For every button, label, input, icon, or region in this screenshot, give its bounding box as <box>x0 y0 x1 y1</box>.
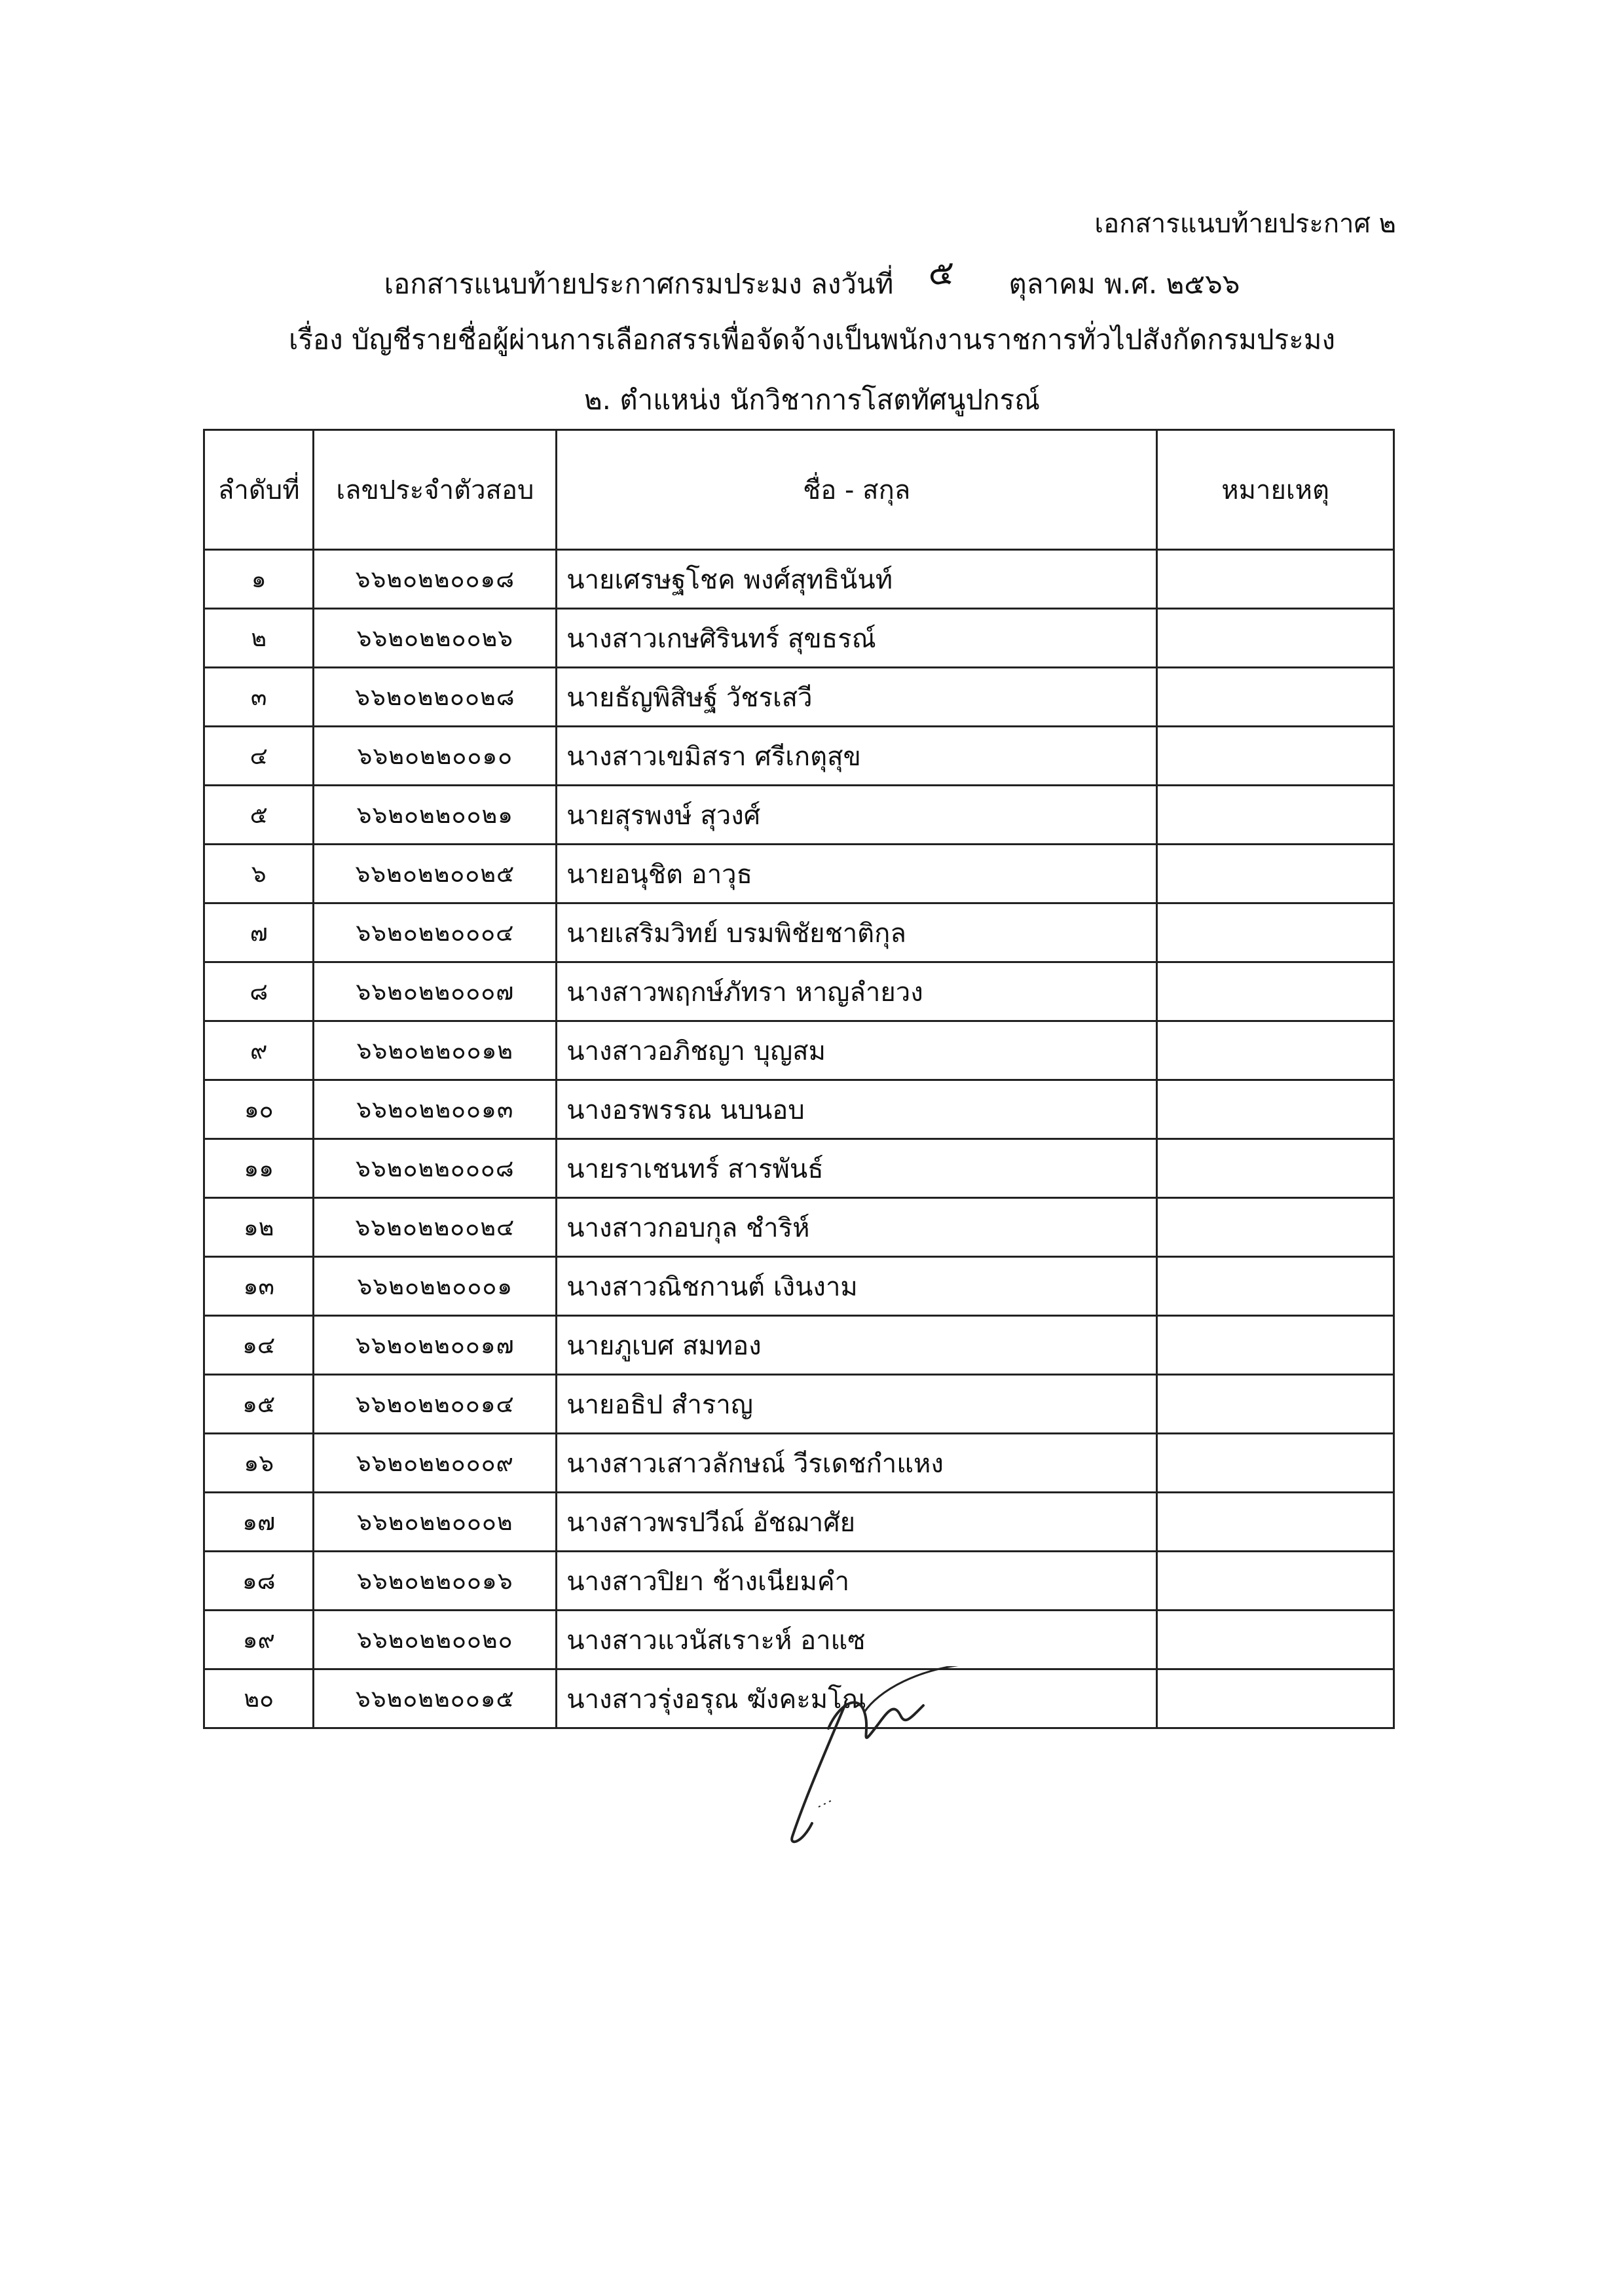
candidate-name: นางสาวอภิชญา บุญสม <box>557 1022 1158 1079</box>
announcement-month-year: ตุลาคม พ.ศ. ๒๕๖๖ <box>1008 268 1240 300</box>
column-header-no: ลำดับที่ <box>205 431 314 549</box>
row-number: ๒ <box>205 610 314 666</box>
exam-id: ๖๖๒๐๒๒๐๐๑๖ <box>314 1552 557 1609</box>
remark <box>1158 1670 1393 1727</box>
row-number: ๓ <box>205 668 314 725</box>
table-row <box>203 1199 1395 1258</box>
row-number: ๗ <box>205 904 314 961</box>
exam-id: ๖๖๒๐๒๒๐๐๒๘ <box>314 668 557 725</box>
row-number: ๑๓ <box>205 1258 314 1315</box>
row-number: ๑ <box>205 551 314 608</box>
table-row <box>203 1493 1395 1552</box>
remark <box>1158 1611 1393 1668</box>
candidate-name: นายเศรษฐโชค พงศ์สุทธินันท์ <box>557 551 1158 608</box>
candidate-name: นางสาวแวนัสเราะห์ อาแซ <box>557 1611 1158 1668</box>
candidate-table <box>203 429 1395 1729</box>
table-row <box>203 1611 1395 1670</box>
candidate-name: นางสาวกอบกุล ชำริห์ <box>557 1199 1158 1256</box>
exam-id: ๖๖๒๐๒๒๐๐๒๑ <box>314 786 557 843</box>
remark <box>1158 1081 1393 1138</box>
remark <box>1158 610 1393 666</box>
row-number: ๑๖ <box>205 1434 314 1491</box>
table-row <box>203 1376 1395 1434</box>
row-number: ๘ <box>205 963 314 1020</box>
exam-id: ๖๖๒๐๒๒๐๐๑๔ <box>314 1376 557 1432</box>
row-number: ๑๗ <box>205 1493 314 1550</box>
candidate-name: นายอธิป สำราญ <box>557 1376 1158 1432</box>
table-row <box>203 1022 1395 1081</box>
exam-id: ๖๖๒๐๒๒๐๐๐๔ <box>314 904 557 961</box>
remark <box>1158 1376 1393 1432</box>
candidate-name: นายเสริมวิทย์ บรมพิชัยชาติกุล <box>557 904 1158 961</box>
exam-id: ๖๖๒๐๒๒๐๐๑๕ <box>314 1670 557 1727</box>
announcement-prefix: เอกสารแนบท้ายประกาศกรมประมง ลงวันที่ <box>384 268 894 300</box>
exam-id: ๖๖๒๐๒๒๐๐๒๔ <box>314 1199 557 1256</box>
exam-id: ๖๖๒๐๒๒๐๐๑๗ <box>314 1317 557 1374</box>
remark <box>1158 845 1393 902</box>
exam-id: ๖๖๒๐๒๒๐๐๒๐ <box>314 1611 557 1668</box>
row-number: ๑๔ <box>205 1317 314 1374</box>
candidate-name: นางอรพรรณ นบนอบ <box>557 1081 1158 1138</box>
table-row <box>203 1317 1395 1376</box>
table-row <box>203 610 1395 668</box>
remark <box>1158 1199 1393 1256</box>
position-title: ๒. ตำแหน่ง นักวิชาการโสตทัศนูปกรณ์ <box>583 384 1041 416</box>
candidate-name: นายธัญพิสิษฐ์ วัชรเสวี <box>557 668 1158 725</box>
remark <box>1158 668 1393 725</box>
remark <box>1158 1317 1393 1374</box>
candidate-name: นางสาวพรปวีณ์ อัชฌาศัย <box>557 1493 1158 1550</box>
table-row <box>203 845 1395 904</box>
row-number: ๕ <box>205 786 314 843</box>
candidate-name: นางสาวเสาวลักษณ์ วีรเดชกำแหง <box>557 1434 1158 1491</box>
row-number: ๑๐ <box>205 1081 314 1138</box>
exam-id: ๖๖๒๐๒๒๐๐๑๓ <box>314 1081 557 1138</box>
table-row <box>203 786 1395 845</box>
candidate-name: นางสาวปิยา ช้างเนียมคำ <box>557 1552 1158 1609</box>
candidate-name: นางสาวเขมิสรา ศรีเกตุสุข <box>557 727 1158 784</box>
candidate-name: นางสาวเกษศิรินทร์ สุขธรณ์ <box>557 610 1158 666</box>
table-row <box>203 904 1395 963</box>
exam-id: ๖๖๒๐๒๒๐๐๐๑ <box>314 1258 557 1315</box>
remark <box>1158 1493 1393 1550</box>
remark <box>1158 1022 1393 1079</box>
table-row <box>203 551 1395 610</box>
remark <box>1158 727 1393 784</box>
announcement-date-line <box>0 253 1624 302</box>
row-number: ๑๘ <box>205 1552 314 1609</box>
row-number: ๑๙ <box>205 1611 314 1668</box>
row-number: ๑๕ <box>205 1376 314 1432</box>
candidate-name: นางสาวณิชกานต์ เงินงาม <box>557 1258 1158 1315</box>
column-header-name: ชื่อ - สกุล <box>557 431 1158 549</box>
table-body <box>203 551 1395 1729</box>
remark <box>1158 904 1393 961</box>
table-row <box>203 1434 1395 1493</box>
remark <box>1158 963 1393 1020</box>
candidate-name: นายอนุชิต อาวุธ <box>557 845 1158 902</box>
exam-id: ๖๖๒๐๒๒๐๐๒๖ <box>314 610 557 666</box>
remark <box>1158 1258 1393 1315</box>
table-row <box>203 1081 1395 1140</box>
remark <box>1158 1140 1393 1197</box>
exam-id: ๖๖๒๐๒๒๐๐๒๕ <box>314 845 557 902</box>
exam-id: ๖๖๒๐๒๒๐๐๐๒ <box>314 1493 557 1550</box>
row-number: ๑๑ <box>205 1140 314 1197</box>
row-number: ๑๒ <box>205 1199 314 1256</box>
table-row <box>203 1552 1395 1611</box>
exam-id: ๖๖๒๐๒๒๐๐๐๘ <box>314 1140 557 1197</box>
remark <box>1158 1552 1393 1609</box>
row-number: ๒๐ <box>205 1670 314 1727</box>
remark <box>1158 786 1393 843</box>
exam-id: ๖๖๒๐๒๒๐๐๐๙ <box>314 1434 557 1491</box>
remark <box>1158 1434 1393 1491</box>
row-number: ๖ <box>205 845 314 902</box>
handwritten-day: ๕ <box>928 253 955 293</box>
table-row <box>203 727 1395 786</box>
attachment-label: เอกสารแนบท้ายประกาศ ๒ <box>1094 209 1396 239</box>
candidate-name: นายสุรพงษ์ สุวงศ์ <box>557 786 1158 843</box>
signature <box>766 1666 989 1863</box>
row-number: ๙ <box>205 1022 314 1079</box>
exam-id: ๖๖๒๐๒๒๐๐๑๘ <box>314 551 557 608</box>
row-number: ๔ <box>205 727 314 784</box>
column-header-note: หมายเหตุ <box>1221 475 1329 505</box>
table-row <box>203 963 1395 1022</box>
table-row <box>203 1140 1395 1199</box>
candidate-name: นายราเชนทร์ สารพันธ์ <box>557 1140 1158 1197</box>
remark <box>1158 551 1393 608</box>
table-row <box>203 1258 1395 1317</box>
table-row <box>203 668 1395 727</box>
column-header-id: เลขประจำตัวสอบ <box>314 431 557 549</box>
candidate-name: นางสาวรุ่งอรุณ ฆังคะมโณ <box>557 1670 1158 1727</box>
table-header <box>203 429 1395 551</box>
candidate-name: นางสาวพฤกษ์ภัทรา หาญลำยวง <box>557 963 1158 1020</box>
document-subject: เรื่อง บัญชีรายชื่อผู้ผ่านการเลือกสรรเพื่อจัดจ้างเป็นพนักงานราชการทั่วไปสังกัดกรมประมง <box>289 323 1335 355</box>
candidate-name: นายภูเบศ สมทอง <box>557 1317 1158 1374</box>
exam-id: ๖๖๒๐๒๒๐๐๑๐ <box>314 727 557 784</box>
exam-id: ๖๖๒๐๒๒๐๐๑๒ <box>314 1022 557 1079</box>
exam-id: ๖๖๒๐๒๒๐๐๐๗ <box>314 963 557 1020</box>
